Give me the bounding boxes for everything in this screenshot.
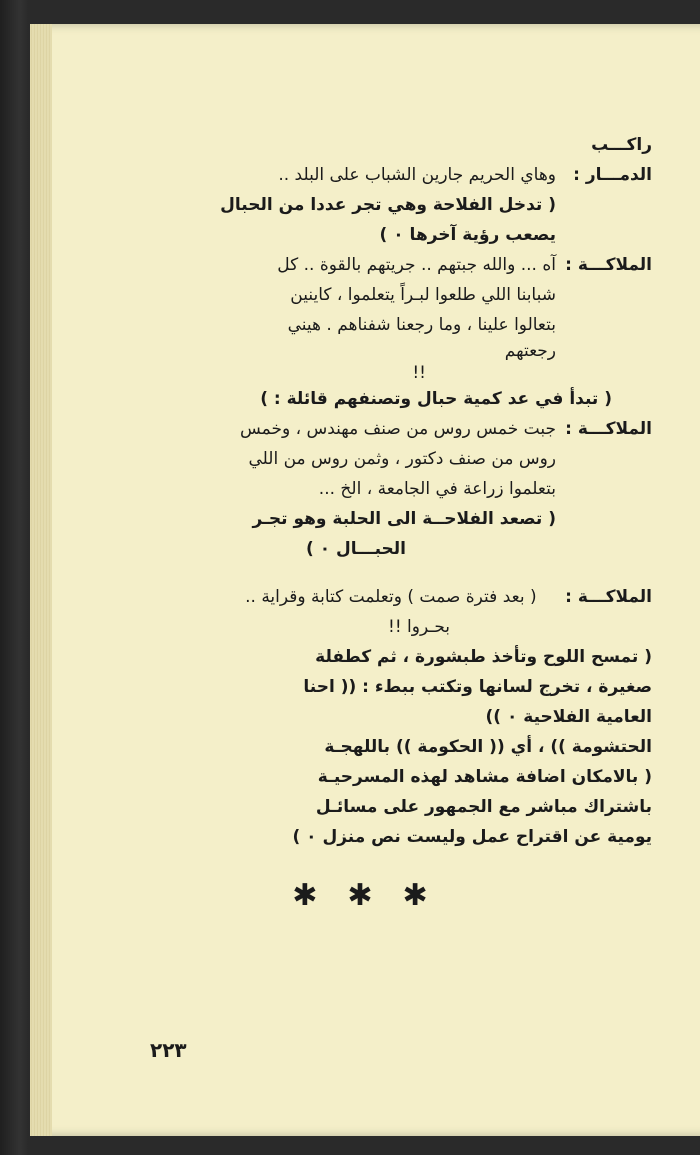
stage-direction: يومية عن اقتراح عمل وليست نص منزل ٠ ) — [292, 827, 652, 847]
book-page — [30, 24, 700, 1136]
script-line — [138, 642, 652, 672]
script-line — [138, 444, 652, 474]
dialogue-text: !! — [412, 363, 426, 383]
speaker-name: الملاكـــة : — [565, 587, 652, 607]
dialogue-text: بتعالوا علينا ، وما رجعنا شفناهم . هيني — [287, 315, 556, 335]
script-line — [138, 732, 652, 762]
dialogue-text: شبابنا اللي طلعوا لبـراً يتعلموا ، كاينين — [290, 285, 556, 305]
section-separator: ✱✱✱ — [292, 878, 458, 913]
speaker-name — [556, 190, 652, 220]
script-line — [138, 160, 652, 190]
dialogue-text: روس من صنف دكتور ، وثمن روس من اللي — [248, 449, 556, 469]
stage-direction: ( تدخل الفلاحة وهي تجر عددا من الحبال — [220, 195, 556, 215]
dialogue-text: رجعتهم — [504, 341, 556, 361]
script-line — [138, 362, 652, 384]
dialogue-text: بحـروا !! — [388, 617, 451, 637]
speaker-name: الملاكـــة : — [565, 255, 652, 275]
speaker-name — [556, 504, 652, 534]
script-line — [138, 534, 652, 564]
stage-direction: ( بالامكان اضافة مشاهد لهذه المسرحيـة — [317, 767, 652, 787]
speaker-name — [556, 280, 652, 310]
play-script — [138, 130, 652, 852]
dialogue-text: آه ... والله جبتهم .. جريتهم بالقوة .. كل — [277, 255, 556, 275]
stage-direction: الحبـــال ٠ ) — [306, 539, 406, 559]
speaker-name — [556, 220, 652, 250]
speaker-name — [556, 340, 652, 362]
script-line — [138, 384, 652, 414]
speaker-name: راكـــب — [591, 135, 652, 155]
speaker-name: الملاكـــة : — [565, 419, 652, 439]
script-line — [138, 504, 652, 534]
stage-direction: ( تصعد الفلاحــة الى الحلبة وهو تجـر — [252, 509, 556, 529]
speaker-name: الدمـــار : — [573, 165, 652, 185]
spacer — [138, 564, 652, 582]
script-line — [138, 672, 652, 702]
script-line — [138, 474, 652, 504]
stage-direction: الحتشومة )) ، أي (( الحكومة )) باللهجـة — [324, 737, 652, 757]
script-line — [138, 762, 652, 792]
speaker-name — [556, 444, 652, 474]
script-line — [138, 130, 652, 160]
speaker-name — [556, 310, 652, 340]
stage-direction: صغيرة ، تخرج لسانها وتكتب ببطء : (( احنا — [303, 677, 652, 697]
script-line — [138, 340, 652, 362]
script-line — [138, 220, 652, 250]
script-line — [138, 612, 652, 642]
stage-direction: ( تمسح اللوح وتأخذ طبشورة ، ثم كطفلة — [315, 647, 652, 667]
page-number: ٢٢٣ — [150, 1038, 187, 1062]
stage-direction: العامية الفلاحية ٠ )) — [485, 707, 652, 727]
script-line — [138, 792, 652, 822]
stage-direction: يصعب رؤية آخرها ٠ ) — [379, 225, 556, 245]
dialogue-text: وهاي الحريم جارين الشباب على البلد .. — [278, 165, 556, 185]
script-line — [138, 582, 652, 612]
stage-direction: باشتراك مباشر مع الجمهور على مسائـل — [315, 797, 652, 817]
stage-direction: ( تبدأ في عد كمية حبال وتصنفهم قائلة : ) — [260, 389, 612, 409]
script-line — [138, 250, 652, 280]
speaker-name — [556, 534, 652, 564]
dialogue-text: ( بعد فترة صمت ) وتعلمت كتابة وقراية .. — [245, 587, 537, 607]
script-line — [138, 190, 652, 220]
script-line — [138, 822, 652, 852]
dialogue-text: بتعلموا زراعة في الجامعة ، الخ ... — [318, 479, 556, 499]
script-line — [138, 414, 652, 444]
script-line — [138, 702, 652, 732]
script-line — [138, 280, 652, 310]
speaker-name — [556, 362, 652, 384]
speaker-name — [556, 474, 652, 504]
dialogue-text: جبت خمس روس من صنف مهندس ، وخمس — [239, 419, 556, 439]
page-edge — [30, 24, 52, 1136]
script-line — [138, 310, 652, 340]
